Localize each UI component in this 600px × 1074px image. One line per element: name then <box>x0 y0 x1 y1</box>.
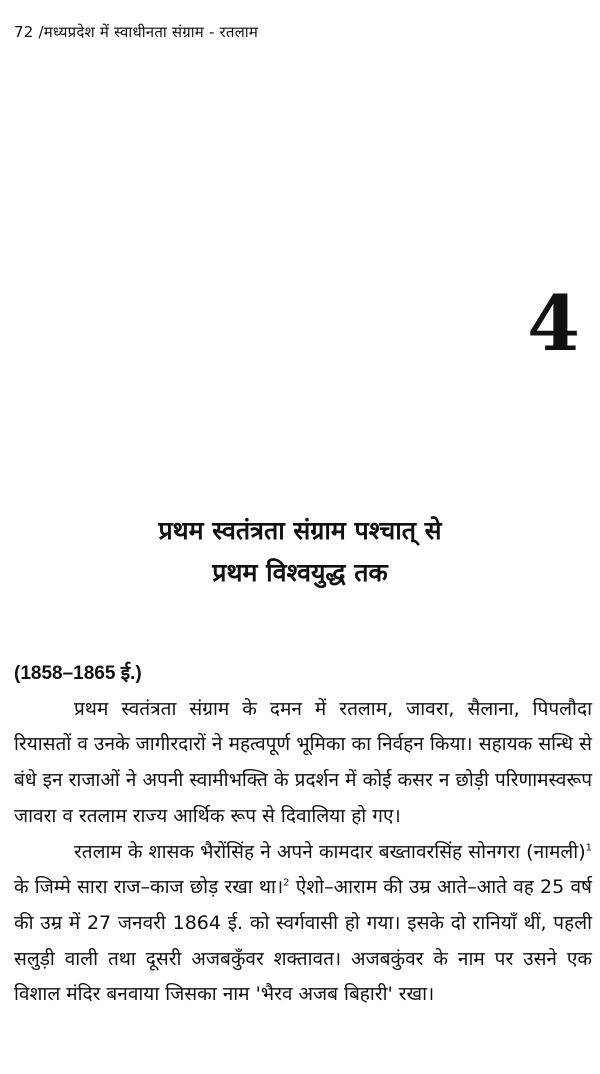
paragraph-2-part-b: के जिम्मे सारा राज–काज छोड़ रखा था। <box>14 876 284 899</box>
footnote-marker-2: 2 <box>283 877 290 889</box>
period-heading: (1858–1865 ई.) <box>14 663 142 684</box>
footnote-marker-1: 1 <box>585 842 592 854</box>
running-header: 72 /मध्यप्रदेश में स्वाधीनता संग्राम - रतलाम <box>14 23 259 41</box>
body-text <box>14 656 592 1013</box>
paragraph-2-part-c: ऐशो–आराम की उम्र आते–आते वह 25 वर्ष की उम्र में 27 जनवरी 1864 ई. को स्वर्गवासी हो गया। इसके दो रानियाँ थीं, पहली सलुड़ी वाली तथा दूसरी अजबकुँवर शक्तावत। अजबकुंवर के नाम पर उसने एक विशाल मंदिर बनवाया जिसका नाम 'भैरव अजब बिहारी' रखा। <box>14 876 592 1006</box>
paragraph-2 <box>14 835 592 1014</box>
paragraph-1: प्रथम स्वतंत्रता संग्राम के दमन में रतलाम, जावरा, सैलाना, पिपलौदा रियासतों व उनके जागीरदारों ने महत्वपूर्ण भूमिका का निर्वहन किया। सहायक सन्धि से बंधे इन राजाओं ने अपनी स्वामीभक्ति के प्रदर्शन में कोई कसर न छोड़ी परिणामस्वरूप जावरा व रतलाम राज्य आर्थिक रूप से दिवालिया हो गए। <box>14 697 592 827</box>
chapter-title-line-2: प्रथम विश्वयुद्ध तक <box>212 558 388 587</box>
paragraph-2-part-a: रतलाम के शासक भैरोंसिंह ने अपने कामदार बख्तावरसिंह सोनगरा (नामली) <box>74 840 586 863</box>
chapter-title <box>0 510 600 594</box>
chapter-number: 4 <box>527 279 580 368</box>
chapter-title-line-1: प्रथम स्वतंत्रता संग्राम पश्चात् से <box>158 516 442 545</box>
